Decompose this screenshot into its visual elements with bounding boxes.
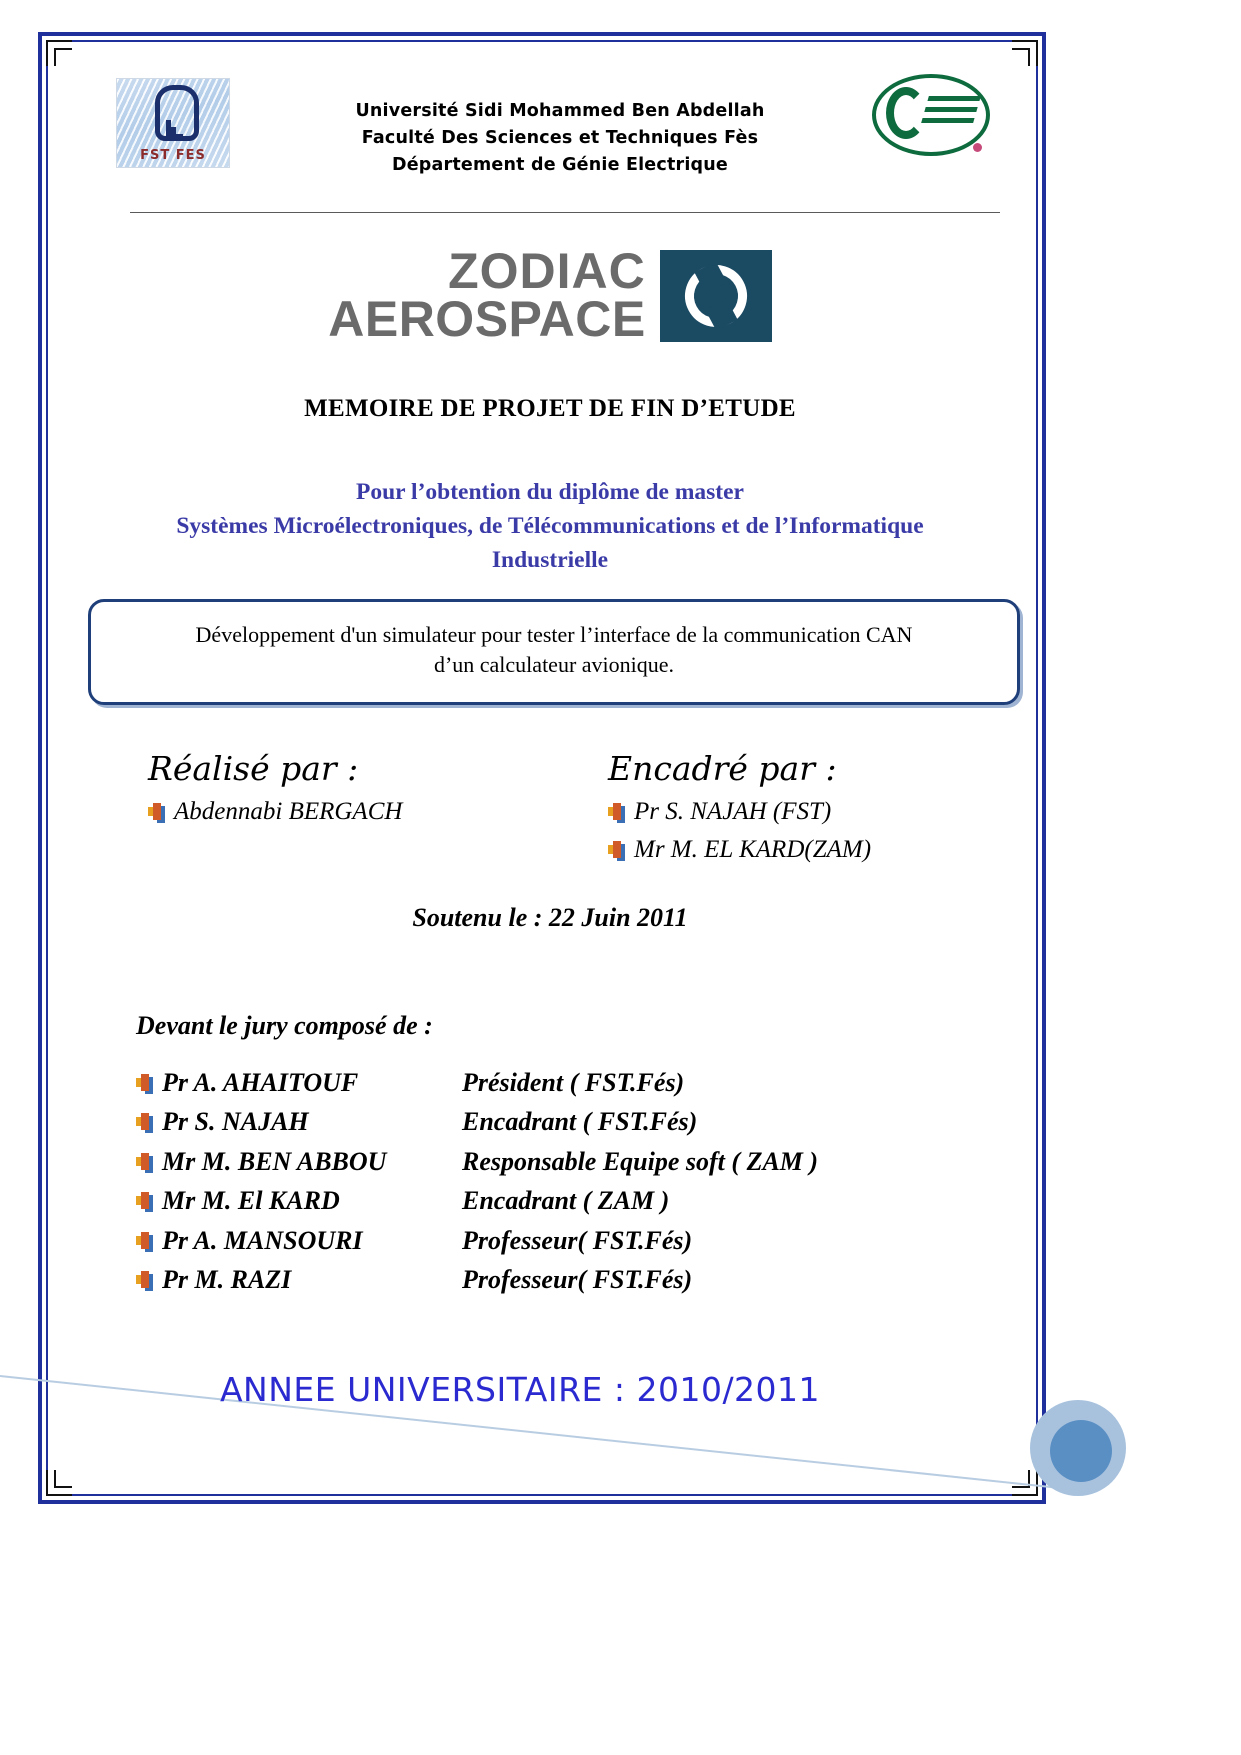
author-entry bbox=[148, 798, 402, 826]
jury-row bbox=[136, 1063, 1000, 1103]
jury-member-role: Professeur( FST.Fés) bbox=[462, 1265, 693, 1295]
corner-mark-bottom-left bbox=[46, 1470, 72, 1496]
jury-member-name: Mr M. El KARD bbox=[162, 1186, 340, 1216]
supervisor-name: Pr S. NAJAH (FST) bbox=[634, 797, 832, 825]
thesis-subject-box bbox=[88, 599, 1020, 704]
jury-list bbox=[136, 1063, 1000, 1300]
jury-member-role: Responsable Equipe soft ( ZAM ) bbox=[462, 1146, 819, 1176]
fst-fes-logo-icon bbox=[116, 78, 230, 168]
zodiac-aerospace-logo bbox=[100, 243, 1000, 347]
jury-member-name: Pr M. RAZI bbox=[162, 1265, 292, 1295]
diploma-line-2: Systèmes Microélectroniques, de Télécommunications et de l’Informatique bbox=[176, 513, 924, 540]
institution-line-2: Faculté Des Sciences et Techniques Fès bbox=[361, 128, 759, 149]
cover-page-content bbox=[100, 60, 1000, 1300]
bullet-icon bbox=[136, 1271, 153, 1288]
corner-mark-bottom-right bbox=[1012, 1470, 1038, 1496]
thesis-subject-line-1: Développement d'un simulateur pour tester l’interface de la communication CAN bbox=[195, 622, 913, 648]
bullet-icon bbox=[136, 1113, 153, 1130]
jury-row bbox=[136, 1142, 1000, 1182]
defense-date: Soutenu le : 22 Juin 2011 bbox=[412, 902, 688, 932]
zodiac-swirl-icon bbox=[660, 250, 772, 342]
diploma-line-1: Pour l’obtention du diplôme de master bbox=[356, 479, 744, 505]
jury-member-name: Mr M. BEN ABBOU bbox=[162, 1146, 387, 1176]
zodiac-wordmark-line1: ZODIAC bbox=[448, 243, 646, 299]
jury-member-name: Pr A. AHAITOUF bbox=[162, 1067, 359, 1097]
bullet-icon bbox=[136, 1232, 153, 1249]
author-name: Abdennabi BERGACH bbox=[174, 797, 403, 825]
author-column bbox=[148, 749, 402, 826]
jury-row bbox=[136, 1181, 1000, 1221]
corner-mark-top-right bbox=[1012, 40, 1038, 66]
bullet-icon bbox=[608, 841, 625, 858]
jury-row bbox=[136, 1102, 1000, 1142]
institution-heading bbox=[280, 98, 840, 179]
jury-member-role: Président ( FST.Fés) bbox=[462, 1067, 685, 1097]
footer-circle-inner-icon bbox=[1050, 1420, 1112, 1482]
header-divider bbox=[130, 212, 1000, 213]
supervisor-column bbox=[608, 749, 871, 864]
institution-line-1: Université Sidi Mohammed Ben Abdellah bbox=[355, 101, 765, 121]
page-title: MEMOIRE DE PROJET DE FIN D’ETUDE bbox=[304, 395, 796, 422]
bullet-icon bbox=[136, 1153, 153, 1170]
authors-section bbox=[100, 749, 1000, 899]
jury-member-role: Professeur( FST.Fés) bbox=[462, 1225, 693, 1255]
bullet-icon bbox=[136, 1074, 153, 1091]
thesis-subject-line-2: d’un calculateur avionique. bbox=[433, 651, 675, 677]
corner-mark-top-left bbox=[46, 40, 72, 66]
academic-year: ANNEE UNIVERSITAIRE : 2010/2011 bbox=[219, 1370, 821, 1409]
document-header bbox=[100, 60, 1000, 180]
supervisor-entry bbox=[608, 798, 871, 826]
bullet-icon bbox=[148, 803, 165, 820]
jury-heading: Devant le jury composé de : bbox=[136, 1010, 433, 1040]
zodiac-wordmark-line2: AEROSPACE bbox=[328, 290, 646, 347]
jury-member-role: Encadrant ( ZAM ) bbox=[462, 1186, 670, 1216]
jury-row bbox=[136, 1221, 1000, 1261]
fst-logo-label: FST FES bbox=[140, 148, 206, 163]
institution-line-3: Département de Génie Electrique bbox=[392, 155, 728, 176]
jury-row bbox=[136, 1260, 1000, 1300]
supervisor-entry bbox=[608, 836, 871, 864]
zodiac-wordmark bbox=[328, 243, 646, 347]
diploma-line-3: Industrielle bbox=[491, 547, 609, 574]
jury-member-name: Pr S. NAJAH bbox=[162, 1107, 309, 1137]
faculty-emblem-icon bbox=[872, 74, 990, 156]
bullet-icon bbox=[608, 803, 625, 820]
bullet-icon bbox=[136, 1192, 153, 1209]
jury-member-name: Pr A. MANSOURI bbox=[162, 1225, 363, 1255]
diploma-statement bbox=[100, 475, 1000, 577]
supervisor-column-heading: Encadré par : bbox=[608, 748, 837, 788]
supervisor-name: Mr M. EL KARD(ZAM) bbox=[634, 835, 872, 863]
jury-member-role: Encadrant ( FST.Fés) bbox=[462, 1107, 698, 1137]
author-column-heading: Réalisé par : bbox=[148, 748, 359, 788]
